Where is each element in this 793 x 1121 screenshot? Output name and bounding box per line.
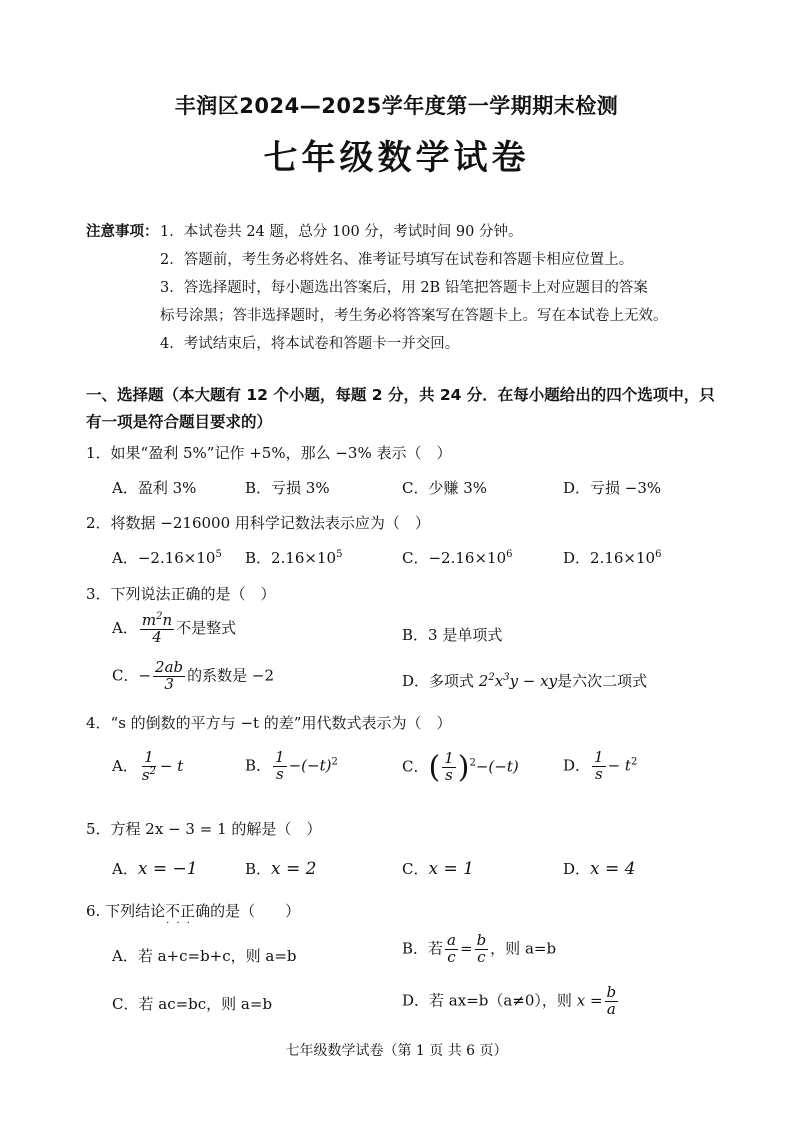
- question-6-option-b: B．若 $\frac{a}{c}$ = $\frac{b}{c}$ ，则 a=b: [402, 931, 557, 966]
- question-5-option-a: A．x = −1: [112, 859, 198, 879]
- question-1-option-d: D．亏损 −3%: [563, 479, 662, 497]
- page-footer: 七年级数学试卷（第 1 页 共 6 页）: [285, 1043, 508, 1059]
- question-5-option-d: D．x = 4: [563, 859, 636, 879]
- question-4-option-a: A． $\frac{1}{s^2}$ − t: [112, 748, 184, 784]
- note-item-3: 3．答选择题时，每小题选出答案后，用 2B 铅笔把答题卡上对应题目的答案: [160, 280, 648, 296]
- question-2-option-b: B．$2.16\times 10^5$: [245, 549, 343, 567]
- note-item-4: 4．考试结束后，将本试卷和答题卡一并交回。: [160, 336, 460, 352]
- question-4-option-d: D． $\frac{1}{s}$ − $t^2$: [563, 748, 638, 783]
- question-3-option-c: C．− $\frac{2ab}{3}$ 的系数是 −2: [112, 658, 275, 693]
- section-heading-line2: 有一项是符合题目要求的）: [86, 413, 273, 431]
- question-6-option-d: D．若 ax=b（a≠0），则 x = $\frac{b}{a}$: [402, 983, 617, 1018]
- question-2-stem: 2．将数据 −216000 用科学记数法表示应为（ ）: [86, 514, 430, 532]
- question-3-option-b: B．3 是单项式: [402, 626, 503, 644]
- question-6-option-a: A．若 a+c=b+c，则 a=b: [112, 947, 297, 965]
- question-1-option-b: B．亏损 3%: [245, 479, 330, 497]
- question-6-stem: 6. 下列结论不正确 · · ·的是（ ）: [86, 900, 300, 921]
- question-2-option-c: C．$-2.16\times 10^6$: [402, 549, 513, 567]
- section-heading-line1: 一、选择题（本大题有 12 个小题，每题 2 分，共 24 分．在每小题给出的四个选项中，只: [86, 386, 715, 404]
- emphasis-not-correct: 不正确 · · ·: [165, 902, 210, 920]
- question-4-option-c: C．( $\frac{1}{s}$ )$^2$−(−t): [402, 749, 519, 785]
- question-4-option-b: B． $\frac{1}{s}$ $-(-t)^2$: [245, 748, 338, 783]
- question-1-stem: 1．如果“盈利 5%”记作 +5%，那么 −3% 表示（ ）: [86, 444, 452, 462]
- exam-header-title: 丰润区2024—2025学年度第一学期期末检测: [174, 94, 619, 118]
- question-3-option-a: A． $\frac{m^2n}{4}$ 不是整式: [112, 611, 237, 646]
- question-5-option-b: B．x = 2: [245, 859, 317, 879]
- exam-subject-title: 七年级数学试卷: [263, 138, 530, 178]
- question-4-stem: 4．“s 的倒数的平方与 −t 的差”用代数式表示为（ ）: [86, 714, 452, 732]
- note-item-3-cont: 标号涂黑；答非选择题时，考生务必将答案写在答题卡上。写在本试卷上无效。: [160, 308, 668, 324]
- question-3-stem: 3．下列说法正确的是（ ）: [86, 585, 276, 603]
- note-item-2: 2．答题前，考生务必将姓名、准考证号填写在试卷和答题卡相应位置上。: [160, 252, 634, 268]
- notes-label: 注意事项：: [86, 224, 159, 240]
- question-5-stem: 5．方程 2x − 3 = 1 的解是（ ）: [86, 820, 322, 838]
- question-5-option-c: C．x = 1: [402, 859, 474, 879]
- question-3-option-d: D．多项式 $2^2x^3y$ − xy是六次二项式: [402, 672, 648, 690]
- note-item-1: 1．本试卷共 24 题，总分 100 分，考试时间 90 分钟。: [160, 224, 523, 240]
- question-6-option-c: C．若 ac=bc，则 a=b: [112, 995, 273, 1013]
- question-2-option-d: D．$2.16\times 10^6$: [563, 549, 662, 567]
- question-1-option-c: C．少赚 3%: [402, 479, 488, 497]
- question-2-option-a: A．$-2.16\times 10^5$: [112, 549, 222, 567]
- question-1-option-a: A．盈利 3%: [112, 479, 197, 497]
